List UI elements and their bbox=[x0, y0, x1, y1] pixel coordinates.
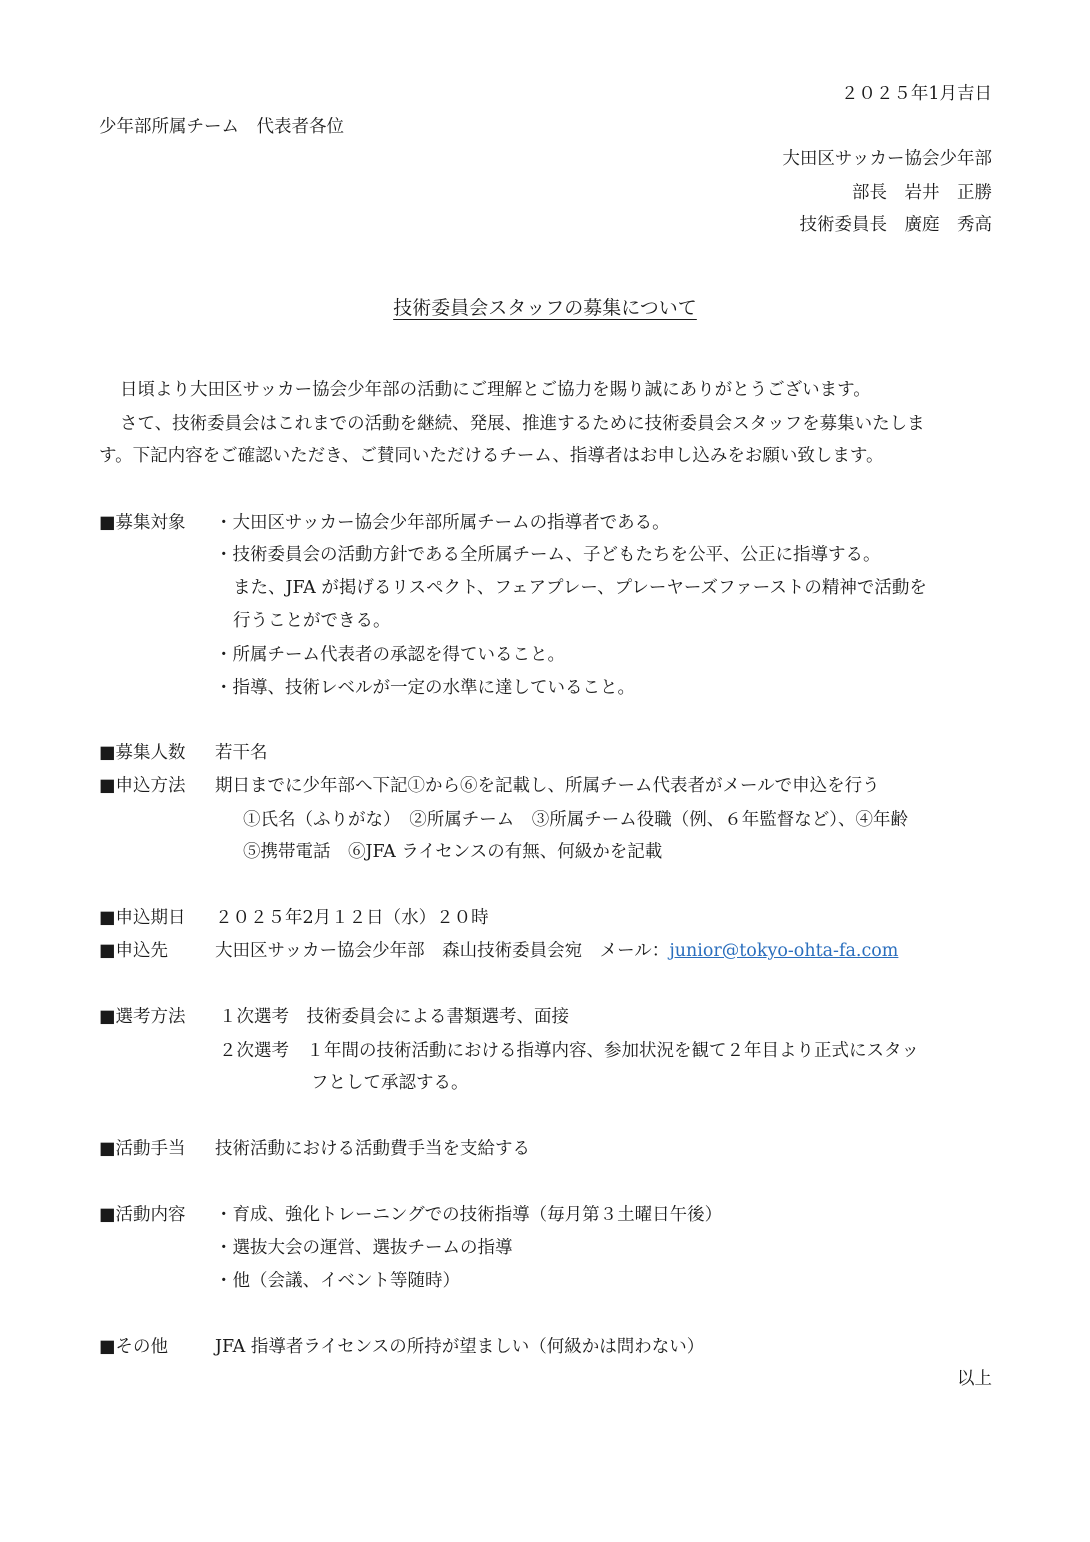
other-value: JFA 指導者ライセンスの所持が望ましい（何級かは問わない） bbox=[215, 1337, 705, 1357]
intro-line-3: す。下記内容をご確認いただき、ご賛同いただけるチーム、指導者はお申し込みをお願い致します。 bbox=[99, 446, 884, 466]
selection-second-cont: フとして承認する。 bbox=[311, 1073, 469, 1093]
activities-label: ■活動内容 bbox=[99, 1205, 186, 1225]
other-label: ■その他 bbox=[99, 1337, 169, 1357]
activities-bullet-2: ・選抜大会の運営、選抜チームの指導 bbox=[215, 1238, 513, 1258]
selection-label: ■選考方法 bbox=[99, 1007, 186, 1027]
target-label: ■募集対象 bbox=[99, 513, 186, 533]
recipient: 少年部所属チーム 代表者各位 bbox=[99, 117, 344, 137]
activities-bullet-1: ・育成、強化トレーニングでの技術指導（毎月第３土曜日午後） bbox=[215, 1205, 723, 1225]
count-value: 若干名 bbox=[215, 743, 268, 763]
target-bullet-2-cont-2: 行うことができる。 bbox=[233, 611, 391, 631]
method-items-1: ①氏名（ふりがな） ②所属チーム ③所属チーム役職（例、６年監督など）、④年齢 bbox=[243, 810, 908, 830]
method-items-2: ⑤携帯電話 ⑥JFA ライセンスの有無、何級かを記載 bbox=[243, 842, 663, 862]
intro-line-1: 日頃より大田区サッカー協会少年部の活動にご理解とご協力を賜り誠にありがとうございます。 bbox=[120, 380, 871, 400]
deadline-label: ■申込期日 bbox=[99, 908, 186, 928]
allowance-label: ■活動手当 bbox=[99, 1139, 186, 1159]
activities-bullet-3: ・他（会議、イベント等随時） bbox=[215, 1271, 460, 1291]
target-bullet-2: ・技術委員会の活動方針である全所属チーム、子どもたちを公平、公正に指導する。 bbox=[215, 545, 881, 565]
selection-second: ２次選考 １年間の技術活動における指導内容、参加状況を観て２年目より正式にスタッ bbox=[219, 1041, 919, 1061]
target-bullet-3: ・所属チーム代表者の承認を得ていること。 bbox=[215, 645, 565, 665]
sender-organization: 大田区サッカー協会少年部 bbox=[782, 149, 992, 169]
issue-date: ２０２５年1月吉日 bbox=[840, 84, 992, 104]
closing: 以上 bbox=[957, 1369, 992, 1389]
sender-director: 部長 岩井 正勝 bbox=[852, 183, 992, 203]
email-link[interactable]: junior@tokyo-ohta-fa.com bbox=[669, 941, 899, 961]
allowance-value: 技術活動における活動費手当を支給する bbox=[215, 1139, 530, 1159]
destination-value: 大田区サッカー協会少年部 森山技術委員会宛 メール： bbox=[215, 941, 670, 961]
selection-first: １次選考 技術委員会による書類選考、面接 bbox=[219, 1007, 569, 1027]
destination-line bbox=[215, 939, 898, 963]
method-label: ■申込方法 bbox=[99, 776, 186, 796]
target-bullet-1: ・大田区サッカー協会少年部所属チームの指導者である。 bbox=[215, 513, 670, 533]
destination-label: ■申込先 bbox=[99, 941, 169, 961]
deadline-value: ２０２５年2月１２日（水）２０時 bbox=[215, 908, 489, 928]
count-label: ■募集人数 bbox=[99, 743, 186, 763]
sender-technical-chair: 技術委員長 廣庭 秀高 bbox=[799, 215, 992, 235]
document-title: 技術委員会スタッフの募集について bbox=[393, 297, 697, 319]
intro-line-2: さて、技術委員会はこれまでの活動を継続、発展、推進するために技術委員会スタッフを募集いたしま bbox=[120, 414, 925, 434]
method-value: 期日までに少年部へ下記①から⑥を記載し、所属チーム代表者がメールで申込を行う bbox=[215, 776, 880, 796]
target-bullet-2-cont-1: また、JFA が掲げるリスペクト、フェアプレー、プレーヤーズファーストの精神で活動を bbox=[233, 578, 927, 598]
target-bullet-4: ・指導、技術レベルが一定の水準に達していること。 bbox=[215, 678, 635, 698]
